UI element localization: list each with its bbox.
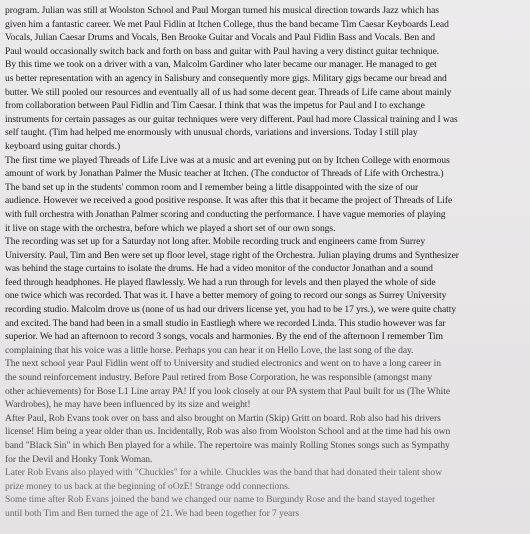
text-line: keyboard using guitar chords.) (5, 140, 121, 152)
text-line: license! Him being a year older than us. Incidentally, Rob was also from Woolston School and at the time had his own (5, 426, 451, 438)
text-line: butter. We still pooled our resources and eventually all of us had some decent gear. Threads of Life came about mainly (5, 86, 452, 98)
text-line: complaining that his voice was a little horse. Perhaps you can hear it on Hello Love, the last song of the day. (5, 344, 414, 356)
text-line: other achievements) for Bose L1 Line array PA! If you look closely at our PA system that Paul built for us (The White (5, 385, 451, 397)
text-line: instruments for certain passages as our guitar techniques were very different. Paul had more Classical training and I was (5, 113, 458, 125)
text-line: for the Devil and Honky Tonk Woman. (5, 453, 153, 465)
text-line: self taught. (Tim had helped me enormously with unusual chords, variations and inversions. Today I still play (5, 127, 418, 139)
text-line: The first time we played Threads of Life Live was at a music and art evening put on by Itchen College with enormous (5, 154, 450, 166)
text-line: After Paul, Rob Evans took over on bass and also brought on Martin (Skip) Gritt on board. Rob also had his drivers (5, 412, 441, 424)
text-line: amount of work by Jonathan Palmer the Music teacher at Itchen. (The conductor of Threads of Life with Orchestra.) (5, 168, 444, 180)
text-line: The recording was set up for a Saturday not long after. Mobile recording truck and engineers came from Surrey (5, 236, 426, 248)
text-line: The next school year Paul Fidlin went off to University and studied electronics and went on to have a long career in (5, 358, 441, 370)
text-line: superior. We had an afternoon to record 3 songs, vocals and harmonies. By the end of the afternoon I remember Tim (5, 331, 444, 343)
text-line: the sound reinforcement industry. Before Paul retired from Bose Corporation, he was responsible (amongst many (5, 372, 433, 384)
text-line: until both Tim and Ben turned the age of 21. We had been together for 7 years (5, 507, 300, 519)
text-line: Vocals, Julian Caesar Drums and Vocals, Ben Brooke Guitar and Vocals and Paul Fidlin Bass and Vocals. Ben and (5, 32, 436, 44)
text-line: prize money to us back at the beginning of oOzE! Strange odd connections. (5, 480, 291, 492)
text-line: recording studio. Malcolm drove us (none of us had our drivers license yet, you had to be 17 yrs.), we were quite chatty (5, 304, 457, 316)
body-text (5, 4, 525, 521)
text-line: one twice which was recorded. That was it. I have a better memory of going to record our songs as Surrey University (5, 290, 447, 302)
text-line: us better representation with an agency in Salisbury and consequently more gigs. Military gigs became our bread and (5, 72, 447, 84)
text-line: Wardrobes), he may have been influenced by its size and weight! (5, 399, 251, 411)
text-line: given him a fantastic career. We met Paul Fidlin at Itchen College, thus the band became Tim Caesar Keyboards Lead (5, 18, 449, 30)
text-line: Later Rob Evans also played with "Chuckles" for a while. Chuckles was the band that had donated their talent show (5, 467, 442, 479)
text-line: was behind the stage curtains to isolate the drums. He had a video monitor of the conductor Jonathan and a sound (5, 263, 433, 275)
text-line: it live on stage with the orchestra, before which we played a short set of our own songs. (5, 222, 336, 234)
text-line: feed through headphones. He played flawlessly. We had a run through for levels and then played the whole of side (5, 276, 436, 288)
text-line: from collaboration between Paul Fidlin and Tim Caesar. I think that was the impetus for Paul and I to exchange (5, 100, 425, 112)
text-line: University. Paul, Tim and Ben were set up floor level, stage right of the Orchestra. Julian playing drums and Synthesizer (5, 249, 459, 261)
text-line: with full orchestra with Jonathan Palmer scoring and conducting the performance. I have vague memories of playing (5, 208, 446, 220)
text-line: By this time we took on a driver with a van, Malcolm Gardiner who later became our manager. He managed to get (5, 59, 437, 71)
text-line: and excited. The band had been in a small studio in Eastliegh where we recorded Linda. This studio however was far (5, 317, 446, 329)
text-line: The band set up in the students' common room and I remember being a little disappointed with the size of our (5, 181, 419, 193)
text-line: Some time after Rob Evans joined the band we changed our name to Burgundy Rose and the band stayed together (5, 494, 436, 506)
text-line: audience. However we received a good positive response. It was after this that it became the project of Threads of Life (5, 195, 453, 207)
text-line: program. Julian was still at Woolston School and Paul Morgan turned his musical direction towards Jazz which has (5, 5, 439, 16)
text-line: band "Black Sin" in which Ben played for a while. The repertoire was mainly Rolling Stones songs such as Sympathy (5, 440, 450, 451)
text-line: Paul would occasionally switch back and forth on bass and guitar with Paul having a very distinct guitar technique. (5, 45, 440, 57)
